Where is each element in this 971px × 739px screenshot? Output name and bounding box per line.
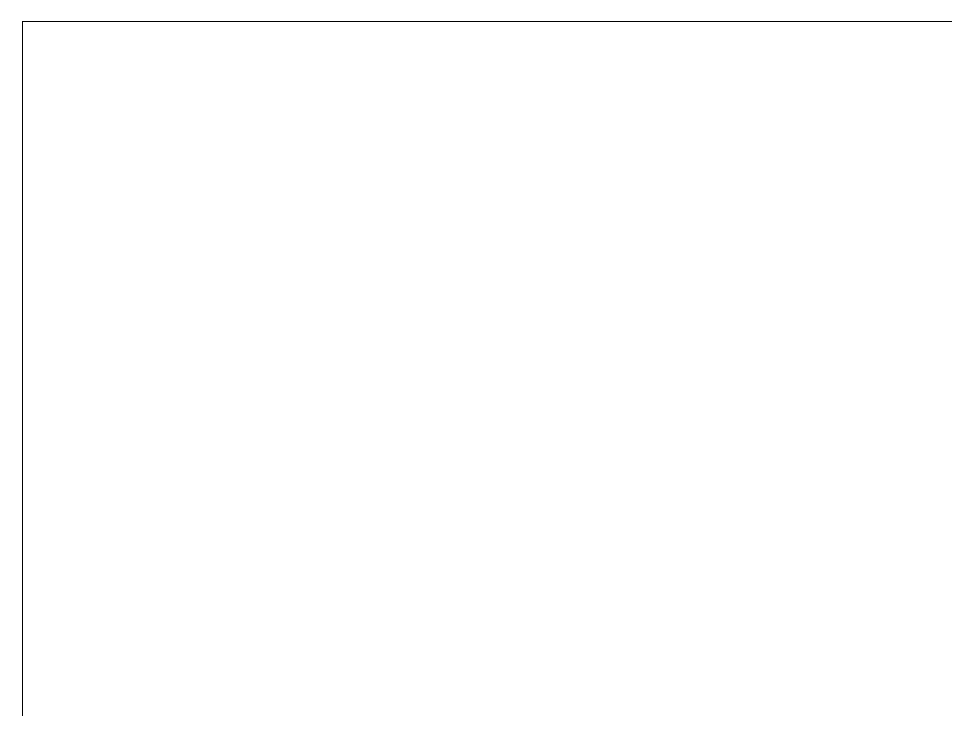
gifts-register-table (22, 21, 952, 716)
